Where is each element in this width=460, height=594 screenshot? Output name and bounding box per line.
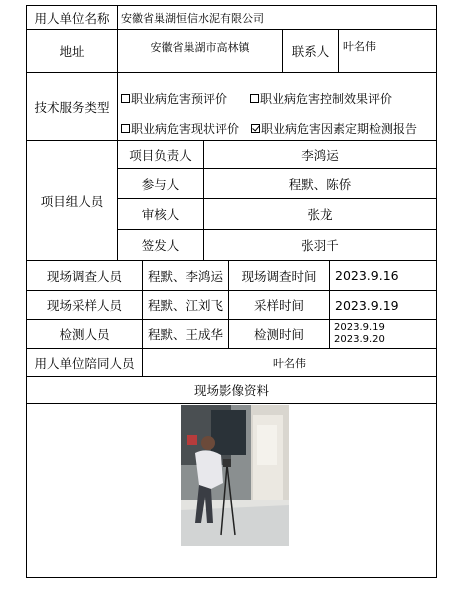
employer-name: 安徽省巢湖恒信水泥有限公司: [118, 6, 436, 30]
employer-label: 用人单位名称: [27, 6, 118, 30]
survey-time-value: 2023.9.16: [330, 261, 436, 291]
team-label: 项目组人员: [27, 141, 118, 261]
sampling-staff-label: 现场采样人员: [27, 291, 143, 320]
survey-staff-label: 现场调查人员: [27, 261, 143, 291]
service-option-label: 职业病危害因素定期检测报告: [261, 122, 418, 136]
service-type-options: [118, 73, 436, 141]
service-option-status-eval[interactable]: [121, 120, 239, 137]
sampling-staff-value: 程默、江刘飞: [143, 291, 229, 320]
team-role: 项目负责人: [118, 141, 204, 169]
team-role: 参与人: [118, 169, 204, 199]
checkbox-checked-icon[interactable]: [251, 124, 260, 133]
escort-label: 用人单位陪同人员: [27, 349, 143, 377]
contact-value: 叶名伟: [339, 30, 436, 73]
team-member: 李鸿运: [204, 141, 436, 169]
site-photo: [181, 405, 289, 546]
testing-date-end: 2023.9.20: [334, 334, 385, 345]
team-member: 张龙: [204, 199, 436, 230]
address-value: 安徽省巢湖市高林镇: [118, 30, 283, 73]
team-member: 张羽千: [204, 230, 436, 261]
testing-time-value: [330, 320, 436, 349]
survey-time-label: 现场调查时间: [229, 261, 330, 291]
testing-date-start: 2023.9.19: [334, 322, 385, 333]
testing-staff-label: 检测人员: [27, 320, 143, 349]
testing-time-label: 检测时间: [229, 320, 330, 349]
checkbox-unchecked-icon[interactable]: [250, 94, 259, 103]
checkbox-unchecked-icon[interactable]: [121, 124, 130, 133]
service-option-periodic-test[interactable]: [251, 120, 417, 137]
sampling-time-value: 2023.9.19: [330, 291, 436, 320]
team-role: 审核人: [118, 199, 204, 230]
service-type-label: 技术服务类型: [27, 73, 118, 141]
contact-label: 联系人: [283, 30, 339, 73]
sampling-time-label: 采样时间: [229, 291, 330, 320]
checkbox-unchecked-icon[interactable]: [121, 94, 130, 103]
site-photo-illustration: [181, 405, 289, 546]
service-option-label: 职业病危害预评价: [131, 92, 228, 106]
service-option-label: 职业病危害现状评价: [131, 122, 240, 136]
service-option-pre-eval[interactable]: [121, 90, 227, 107]
escort-value: 叶名伟: [143, 349, 436, 377]
address-label: 地址: [27, 30, 118, 73]
team-role: 签发人: [118, 230, 204, 261]
testing-staff-value: 程默、王成华: [143, 320, 229, 349]
photo-section-title: 现场影像资料: [27, 377, 436, 404]
team-member: 程默、陈侨: [204, 169, 436, 199]
survey-staff-value: 程默、李鸿运: [143, 261, 229, 291]
service-option-label: 职业病危害控制效果评价: [260, 92, 393, 106]
service-option-control-eval[interactable]: [250, 90, 392, 107]
